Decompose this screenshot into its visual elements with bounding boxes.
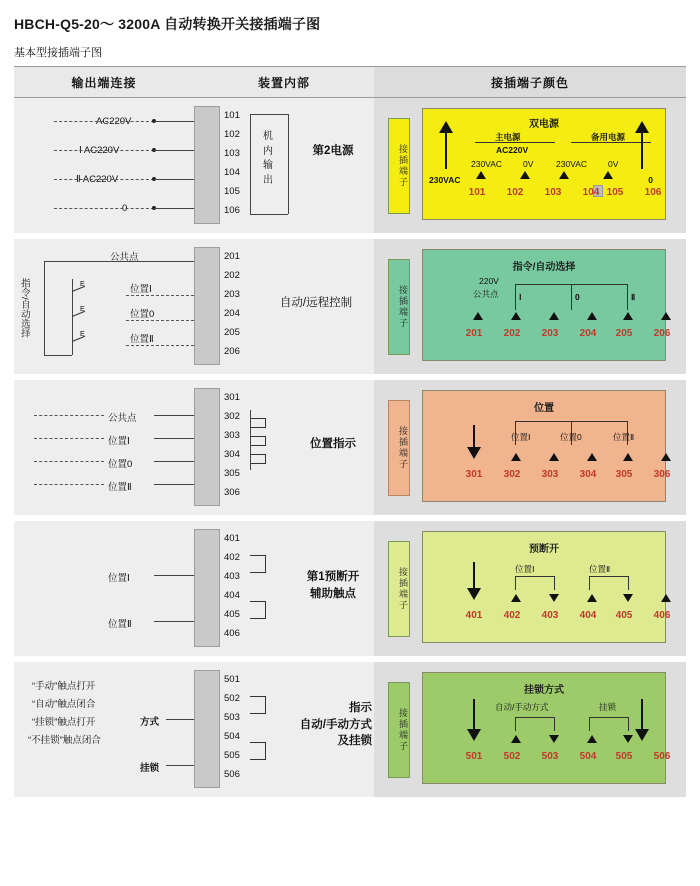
power-num-104: 104 [582, 187, 600, 198]
lock-arrow-shaft-right [641, 699, 643, 729]
position-label-common: 公共点 [108, 413, 137, 424]
prebreak-num-403: 403 [541, 610, 559, 621]
remote-sw-mark-0: E [80, 306, 85, 313]
position-num-305: 305 [615, 469, 633, 480]
power-wire-1 [54, 150, 154, 151]
lock-panel-drop-1b [554, 717, 555, 731]
prebreak-panel-drop-2b [628, 576, 629, 590]
prebreak-tick-406 [661, 594, 671, 602]
prebreak-contact-2 [250, 601, 266, 619]
lock-num-506: 506 [653, 751, 671, 762]
power-num-105: 105 [606, 187, 624, 198]
lock-terminal-503: 503 [224, 712, 240, 723]
power-num-103: 103 [544, 187, 562, 198]
prebreak-bus-1 [154, 575, 194, 576]
power-panel-rule-left [475, 142, 555, 143]
power-panel-v3: 230VAC [556, 159, 588, 169]
lock-panel [422, 672, 671, 784]
power-panel-v2: 0V [523, 159, 534, 169]
prebreak-num-405: 405 [615, 610, 633, 621]
prebreak-arrow-shaft [473, 562, 475, 588]
position-bus-c [154, 415, 194, 416]
prebreak-tick-403 [549, 594, 559, 602]
position-contact-2 [250, 436, 266, 446]
lock-num-504: 504 [579, 751, 597, 762]
position-mid [194, 380, 374, 515]
position-terminal-302: 302 [224, 411, 240, 422]
power-wire-0 [54, 121, 154, 122]
prebreak-contact-1 [250, 555, 266, 573]
power-panel-backup: 备用电源 [591, 132, 626, 142]
remote-num-206: 206 [653, 328, 671, 339]
power-right [374, 98, 686, 233]
prebreak-panel [422, 531, 671, 643]
power-panel-main: 主电源 [495, 132, 521, 142]
lock-arrow-left [467, 729, 481, 741]
power-arrow-shaft-right [641, 131, 643, 169]
remote-terminal-202: 202 [224, 270, 240, 281]
lock-terminal-strip [194, 670, 220, 788]
remote-num-202: 202 [503, 328, 521, 339]
power-terminal-104: 104 [224, 167, 240, 178]
position-tick-302 [511, 453, 521, 461]
header-col-output: 输出端连接 [71, 75, 137, 90]
prebreak-terminal-405: 405 [224, 609, 240, 620]
lock-terminal-506: 506 [224, 769, 240, 780]
remote-num-203: 203 [541, 328, 559, 339]
power-panel-rule-right [571, 142, 651, 143]
position-terminal-305: 305 [224, 468, 240, 479]
power-panel-ac: AC220V [496, 145, 529, 155]
prebreak-arrow-down [467, 588, 481, 600]
power-label-1: Ⅰ AC220V [79, 145, 120, 156]
table-header [14, 66, 686, 98]
lock-panel-drop-1a [515, 717, 516, 731]
remote-panel-common: 公共点 [473, 289, 499, 299]
position-terminal-301: 301 [224, 392, 240, 403]
block-remote [14, 239, 686, 374]
remote-wire-1 [126, 295, 194, 296]
remote-label-common: 公共点 [110, 252, 139, 263]
position-num-304: 304 [579, 469, 597, 480]
prebreak-tick-404 [587, 594, 597, 602]
position-label-1: 位置Ⅰ [108, 436, 130, 447]
position-num-302: 302 [503, 469, 521, 480]
remote-num-204: 204 [579, 328, 597, 339]
prebreak-mid-title: 第1预断开 辅助触点 [306, 571, 360, 600]
lock-tick-504 [587, 735, 597, 743]
remote-mark-1: Ⅰ [519, 292, 522, 302]
power-arrow-right [635, 121, 649, 133]
sub-title: 基本型接插端子图 [14, 47, 102, 59]
position-contact-bus [250, 410, 251, 470]
power-num-101: 101 [468, 187, 486, 198]
lock-label-0: “手动”触点打开 [32, 681, 96, 692]
lock-panel-drop-2b [628, 717, 629, 731]
power-wire-3 [54, 208, 154, 209]
power-num-102: 102 [506, 187, 524, 198]
remote-panel [422, 249, 671, 361]
lock-terminal-505: 505 [224, 750, 240, 761]
power-terminal-102: 102 [224, 129, 240, 140]
lock-right [374, 662, 686, 797]
remote-tick-205 [623, 312, 633, 320]
power-arrow-left [439, 121, 453, 133]
position-tick-306 [661, 453, 671, 461]
lock-num-505: 505 [615, 751, 633, 762]
power-panel-v4: 0V [608, 159, 619, 169]
lock-terminal-501: 501 [224, 674, 240, 685]
block-position [14, 380, 686, 515]
remote-panel-title: 指令/自动选择 [512, 262, 576, 273]
lock-arrow-shaft-left [473, 699, 475, 729]
remote-panel-drop-2 [627, 284, 628, 310]
position-num-303: 303 [541, 469, 559, 480]
prebreak-right [374, 521, 686, 656]
remote-label-0: 位置0 [130, 309, 155, 320]
remote-panel-220v: 220V [479, 276, 499, 286]
power-panel-title: 双电源 [529, 119, 559, 130]
prebreak-tag: 接插端子 [388, 541, 410, 637]
power-terminal-103: 103 [224, 148, 240, 159]
lock-label-2: “挂锁”触点打开 [32, 717, 96, 728]
position-right [374, 380, 686, 515]
remote-terminal-204: 204 [224, 308, 240, 319]
position-mark-2: 位置Ⅱ [613, 432, 635, 442]
position-arrow-shaft [473, 425, 475, 447]
lock-num-502: 502 [503, 751, 521, 762]
prebreak-label-1: 位置Ⅰ [108, 573, 130, 584]
lock-mark-mode: 自动/手动方式 [495, 702, 549, 712]
remote-sw-mark-2: E [80, 331, 85, 338]
remote-tick-206 [661, 312, 671, 320]
position-tick-304 [587, 453, 597, 461]
position-terminal-306: 306 [224, 487, 240, 498]
lock-tick-502 [511, 735, 521, 743]
lock-tick-505 [623, 735, 633, 743]
lock-arrow-right [635, 729, 649, 741]
remote-tick-203 [549, 312, 559, 320]
remote-terminal-206: 206 [224, 346, 240, 357]
prebreak-panel-drop-1b [554, 576, 555, 590]
remote-num-205: 205 [615, 328, 633, 339]
block-prebreak [14, 521, 686, 656]
prebreak-left-wiring [14, 521, 194, 656]
prebreak-terminal-404: 404 [224, 590, 240, 601]
prebreak-panel-drop-2a [589, 576, 590, 590]
lock-label-lock: 挂锁 [140, 763, 160, 774]
position-terminal-strip [194, 388, 220, 506]
remote-terminal-205: 205 [224, 327, 240, 338]
position-tag: 接插端子 [388, 400, 410, 496]
lock-contact-2 [250, 742, 266, 760]
remote-panel-drop-0 [571, 284, 572, 310]
lock-tag: 接插端子 [388, 682, 410, 778]
remote-mark-2: Ⅱ [631, 292, 636, 302]
remote-label-2: 位置Ⅱ [130, 334, 154, 345]
lock-terminal-504: 504 [224, 731, 240, 742]
power-bus-1 [154, 150, 194, 151]
power-internal-top [250, 114, 288, 115]
power-internal-label: 机 内 输 出 [263, 131, 273, 186]
position-wire-2 [34, 484, 104, 485]
lock-panel-bus-2 [589, 717, 629, 718]
position-mark-1: 位置Ⅰ [511, 432, 531, 442]
position-mark-0: 位置0 [560, 432, 582, 442]
lock-mid [194, 662, 374, 797]
remote-mid-title: 自动/远程控制 [279, 297, 353, 309]
remote-terminal-201: 201 [224, 251, 240, 262]
prebreak-terminal-401: 401 [224, 533, 240, 544]
power-panel-left-text: 230VAC [429, 175, 461, 185]
position-panel-title: 位置 [534, 403, 554, 414]
prebreak-terminal-402: 402 [224, 552, 240, 563]
remote-vertical-label: 指令/自动选择 [18, 278, 30, 338]
block-lock [14, 662, 686, 797]
page-title: HBCH-Q5-20～ 3200A 自动转换开关接插端子图 [14, 16, 321, 32]
lock-panel-drop-2a [589, 717, 590, 731]
lock-num-501: 501 [465, 751, 483, 762]
position-arrow-down [467, 447, 481, 459]
power-mid [194, 98, 374, 233]
remote-frame-left [44, 261, 45, 355]
power-terminal-strip [194, 106, 220, 224]
position-num-306: 306 [653, 469, 671, 480]
power-bus-0 [154, 121, 194, 122]
lock-terminal-502: 502 [224, 693, 240, 704]
position-wire-1 [34, 438, 104, 439]
position-num-301: 301 [465, 469, 483, 480]
power-left-wiring [14, 98, 194, 233]
position-wire-c [34, 415, 104, 416]
prebreak-mark-1: 位置Ⅰ [515, 564, 535, 574]
position-contact-3 [250, 454, 266, 464]
prebreak-tick-405 [623, 594, 633, 602]
power-bus-3 [154, 208, 194, 209]
prebreak-terminal-406: 406 [224, 628, 240, 639]
prebreak-num-402: 402 [503, 610, 521, 621]
lock-mid-title: 指示 自动/手动方式 及挂锁 [299, 702, 372, 748]
remote-terminal-strip [194, 247, 220, 365]
remote-tick-204 [587, 312, 597, 320]
power-tick-2 [520, 171, 530, 179]
power-panel-right-text: 0 [648, 175, 653, 185]
power-terminal-106: 106 [224, 205, 240, 216]
lock-label-3: “不挂锁”触点闭合 [28, 735, 101, 746]
position-label-0: 位置0 [108, 459, 133, 470]
power-label-3: 0 [122, 203, 128, 214]
position-terminal-304: 304 [224, 449, 240, 460]
power-arrow-shaft-left [445, 131, 447, 169]
prebreak-terminal-403: 403 [224, 571, 240, 582]
remote-label-1: 位置Ⅰ [130, 284, 152, 295]
position-tick-305 [623, 453, 633, 461]
power-label-2: Ⅱ AC220V [76, 174, 119, 185]
header-col-internal: 装置内部 [257, 75, 310, 90]
lock-mark-lock: 挂锁 [599, 702, 617, 712]
power-internal-right [288, 114, 289, 214]
position-mid-title: 位置指示 [310, 438, 356, 450]
remote-num-201: 201 [465, 328, 483, 339]
position-contact-1 [250, 418, 266, 428]
lock-left-wiring [14, 662, 194, 797]
lock-contact-1 [250, 696, 266, 714]
remote-tick-201 [473, 312, 483, 320]
power-terminal-105: 105 [224, 186, 240, 197]
prebreak-num-406: 406 [653, 610, 671, 621]
power-num-106: 106 [644, 187, 662, 198]
lock-bus-lock [166, 765, 194, 766]
remote-tick-202 [511, 312, 521, 320]
remote-left-wiring [14, 239, 194, 374]
remote-sw-mark-1: E [80, 281, 85, 288]
prebreak-panel-bus-2 [589, 576, 629, 577]
power-wire-2 [54, 179, 154, 180]
prebreak-panel-title: 预断开 [529, 544, 559, 555]
prebreak-terminal-strip [194, 529, 220, 647]
remote-tag: 接插端子 [388, 259, 410, 355]
lock-panel-bus-1 [515, 717, 555, 718]
header-col-color: 接插端子颜色 [374, 67, 686, 97]
position-tick-303 [549, 453, 559, 461]
power-tag: 接插端子 [388, 118, 410, 214]
remote-terminal-203: 203 [224, 289, 240, 300]
lock-tick-503 [549, 735, 559, 743]
position-bus-2 [154, 484, 194, 485]
power-internal-bus [250, 114, 251, 214]
remote-right [374, 239, 686, 374]
remote-frame-bottom [44, 355, 72, 356]
power-internal-bottom [250, 214, 288, 215]
lock-bus-mode [166, 719, 194, 720]
prebreak-mid [194, 521, 374, 656]
power-bus-2 [154, 179, 194, 180]
prebreak-num-404: 404 [579, 610, 597, 621]
power-tick-4 [603, 171, 613, 179]
position-bus-1 [154, 438, 194, 439]
power-panel [422, 108, 666, 220]
power-tick-1 [476, 171, 486, 179]
power-panel-v1: 230VAC [471, 159, 503, 169]
prebreak-panel-bus-1 [515, 576, 555, 577]
lock-label-1: “自动”触点闭合 [32, 699, 96, 710]
block-power [14, 98, 686, 233]
lock-label-mode: 方式 [140, 717, 160, 728]
remote-mark-0: 0 [575, 292, 580, 302]
position-label-2: 位置Ⅱ [108, 482, 132, 493]
power-tick-3 [559, 171, 569, 179]
prebreak-label-2: 位置Ⅱ [108, 619, 132, 630]
remote-wire-0 [126, 320, 194, 321]
position-bus-0 [154, 461, 194, 462]
position-terminal-303: 303 [224, 430, 240, 441]
remote-panel-drop-1 [515, 284, 516, 310]
position-panel [422, 390, 671, 502]
position-wire-0 [34, 461, 104, 462]
prebreak-bus-2 [154, 621, 194, 622]
power-label-0: AC220V [96, 116, 132, 127]
power-mid-title: 第2电源 [312, 145, 354, 157]
remote-mid [194, 239, 374, 374]
lock-num-503: 503 [541, 751, 559, 762]
power-terminal-101: 101 [224, 110, 240, 121]
remote-wire-2 [126, 345, 194, 346]
prebreak-panel-drop-1a [515, 576, 516, 590]
position-left-wiring [14, 380, 194, 515]
prebreak-mark-2: 位置Ⅱ [589, 564, 611, 574]
prebreak-tick-402 [511, 594, 521, 602]
prebreak-num-401: 401 [465, 610, 483, 621]
lock-panel-title: 挂锁方式 [524, 685, 564, 696]
